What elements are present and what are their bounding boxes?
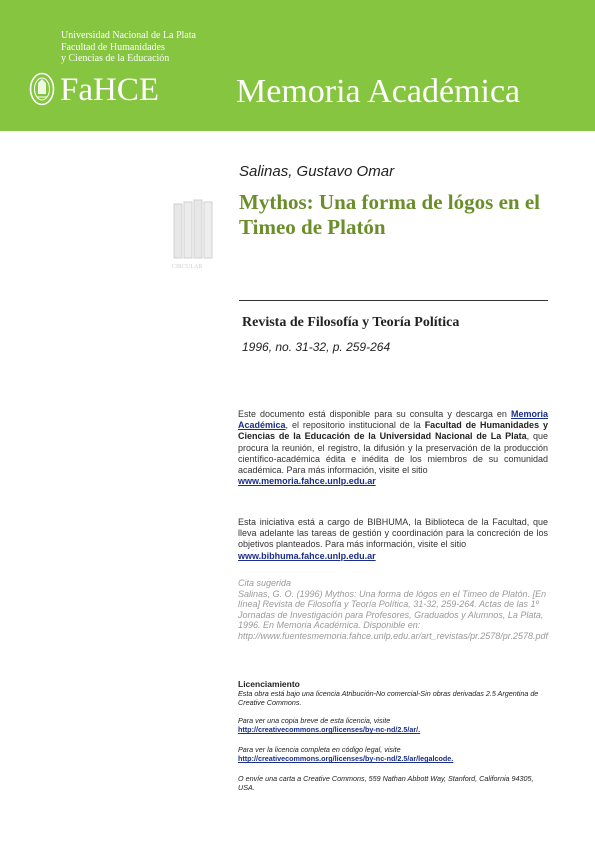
document-title: Mythos: Una forma de lógos en el Timeo de Platón [239, 190, 540, 239]
license-full-text: Para ver la licencia completa en código legal, visite [238, 745, 401, 754]
bibhuma-paragraph [238, 517, 548, 562]
license-short-link[interactable]: http://creativecommons.org/licenses/by-nc-nd/2.5/ar/. [238, 725, 421, 735]
journal-name: Revista de Filosofía y Teoría Política [242, 315, 460, 330]
license-short-text: Para ver una copia breve de esta licencia, visite [238, 716, 391, 725]
suggested-citation-text: Salinas, G. O. (1996) Mythos: Una forma de lógos en el Timeo de Platón. [En línea] Revista de Filosofía y Teoría Política, 31-32, 259-264. Actas de las 1º Jornadas de Investigación para Profesores, Graduados y Alumnos, La Plata, 1996. En Memoria Académica. Disponible en: http://www.fuentesmemoria.fahce.unlp.edu.ar/art_revistas/pr.2578/pr.2578.pdf [238, 588, 549, 641]
fahce-logo: FaHCE [60, 72, 159, 108]
availability-text-2: , el repositorio institucional de la [285, 420, 425, 431]
repository-title: Memoria Académica [236, 73, 521, 110]
license-short-block [238, 716, 550, 735]
document-author: Salinas, Gustavo Omar [239, 163, 395, 180]
bibhuma-site-link[interactable]: www.bibhuma.fahce.unlp.edu.ar [238, 550, 376, 561]
availability-text-3: , que procura la reunión, el registro, la difusión y la preservación de la producción científico-académica édita e inédita de los miembros de su comunidad académica. Para más información, visite el sitio [238, 431, 548, 476]
availability-paragraph [238, 409, 548, 487]
suggested-citation [238, 578, 550, 642]
availability-text: Este documento está disponible para su consulta y descarga en [238, 409, 511, 419]
license-full-link[interactable]: http://creativecommons.org/licenses/by-nc-nd/2.5/ar/legalcode. [238, 754, 454, 764]
suggested-citation-heading: Cita sugerida [238, 578, 292, 588]
issue-citation: 1996, no. 31-32, p. 259-264 [242, 340, 391, 354]
bibhuma-text: Esta iniciativa está a cargo de BIBHUMA, la Biblioteca de la Facultad, que lleva adelante las tareas de gestión y coordinación para la concreción de los objetivos planteados. Para más información, visite el sitio [238, 517, 548, 550]
faculty-name-line1: Facultad de Humanidades [61, 42, 165, 53]
header-banner [0, 0, 595, 131]
memoria-site-link[interactable]: www.memoria.fahce.unlp.edu.ar [238, 476, 376, 487]
memoria-academica-link[interactable]: Memoria Académica [238, 409, 548, 431]
title-divider [239, 300, 548, 301]
license-text-1: Esta obra está bajo una licencia Atribución-No comercial-Sin obras derivadas 2.5 Argentina de Creative Commons. [238, 689, 539, 708]
license-heading: Licenciamiento [238, 679, 300, 689]
university-name: Universidad Nacional de La Plata [61, 30, 196, 41]
license-mail-text: O envíe una carta a Creative Commons, 559 Nathan Abbott Way, Stanford, California 94305, USA. [238, 774, 534, 793]
books-caption: CIRCULAR [172, 264, 203, 270]
faculty-name-line2: y Ciencias de la Educación [61, 53, 170, 64]
books-watermark-icon [172, 198, 220, 270]
university-seal-icon [29, 72, 55, 106]
license-full-block [238, 745, 550, 764]
faculty-bold-text: Facultad de Humanidades y Ciencias de la Educación de la Universidad Nacional de La Plata [238, 420, 549, 442]
